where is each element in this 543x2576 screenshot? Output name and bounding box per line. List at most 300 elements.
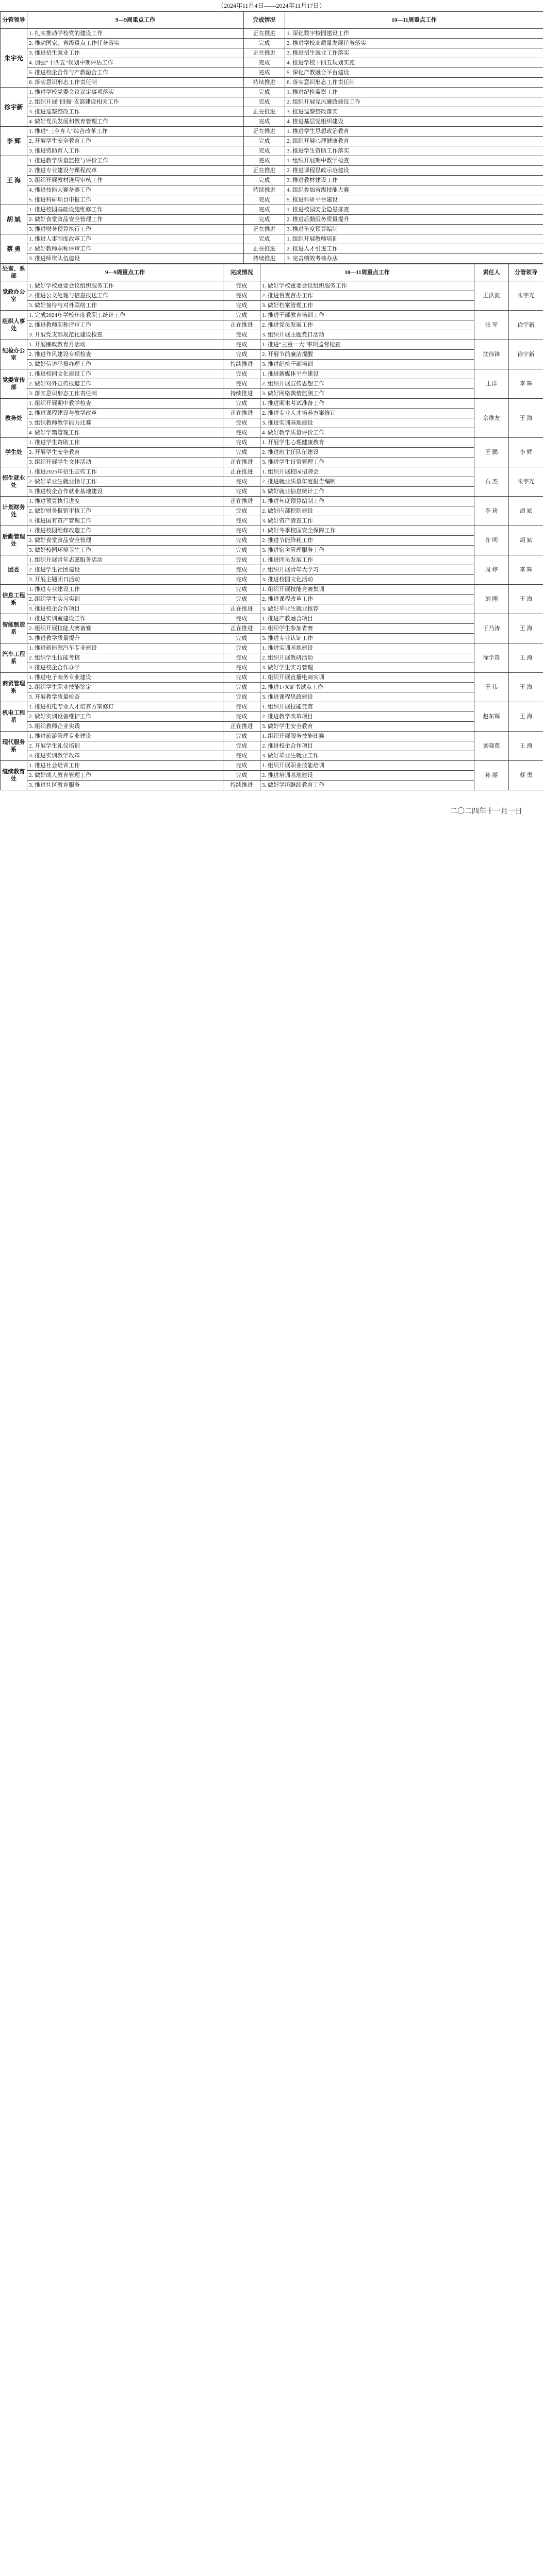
next-work-item: 1. 组织开展直播电商实训	[260, 673, 474, 683]
status-value: 完成	[223, 692, 260, 702]
next-work-item: 3. 推进实训基地建设	[260, 418, 474, 428]
next-work-item: 3. 做好学历继续教育工作	[260, 781, 474, 790]
table-row	[1, 536, 543, 546]
header-past-work: 9—9周重点工作	[27, 264, 223, 281]
header-status: 完成情况	[244, 12, 285, 29]
status-value: 完成	[223, 477, 260, 487]
status-value: 正在推进	[244, 29, 285, 39]
past-work-item: 2. 推进学生社团建设	[27, 565, 223, 575]
past-work-item: 3. 推进财务预算执行工作	[27, 225, 244, 234]
status-value: 正在推进	[223, 457, 260, 467]
status-value: 完成	[223, 741, 260, 751]
supervising-leader: 朱宇光	[509, 281, 543, 311]
header-status: 完成情况	[223, 264, 260, 281]
header-past-work: 9—9周重点工作	[27, 12, 244, 29]
responsible-person: 王 鹏	[474, 438, 509, 467]
status-value: 完成	[223, 555, 260, 565]
next-work-item: 6. 落实意识形态工作责任制	[285, 78, 543, 88]
past-work-item: 3. 做好校园环境卫生工作	[27, 546, 223, 555]
table-row	[1, 330, 543, 340]
status-value: 完成	[223, 526, 260, 536]
past-work-item: 1. 推进校园维修改造工作	[27, 526, 223, 536]
next-work-item: 1. 组织开展期中教学检查	[285, 156, 543, 166]
leader-name: 李 辉	[1, 127, 27, 156]
next-work-item: 1. 推进纪检监察工作	[285, 88, 543, 97]
past-work-item: 4. 加强“十四五”规划中期评估工作	[27, 58, 244, 68]
status-value: 完成	[223, 585, 260, 595]
next-work-item: 1. 深化数字校园建设工作	[285, 29, 543, 39]
next-work-item: 3. 组织开展主题党日活动	[260, 330, 474, 340]
past-work-item: 1. 推进校园文化建设工作	[27, 369, 223, 379]
table-row	[1, 712, 543, 722]
status-value: 完成	[223, 546, 260, 555]
table-row	[1, 643, 543, 653]
table-row	[1, 614, 543, 624]
table-row	[1, 487, 543, 497]
past-work-item: 2. 做好食堂食品安全管理工作	[27, 215, 244, 225]
unit-name: 后勤管理处	[1, 526, 27, 555]
next-work-item: 1. 推进“三重一大”事项监督检查	[260, 340, 474, 350]
past-work-item: 1. 推进2025年招生宣传工作	[27, 467, 223, 477]
past-work-item: 1. 推进社会培训工作	[27, 761, 223, 771]
table-row	[1, 585, 543, 595]
table-row	[1, 457, 543, 467]
supervising-leader: 胡 斌	[509, 497, 543, 526]
units-table-body	[1, 281, 543, 790]
next-work-item: 2. 推进后勤服务质量提升	[285, 215, 543, 225]
past-work-item: 1. 推进新能源汽车专业建设	[27, 643, 223, 653]
past-work-item: 1. 推进校园基础设施维修工作	[27, 205, 244, 215]
table-row	[1, 225, 543, 234]
status-value: 持续推进	[223, 389, 260, 399]
table-row	[1, 301, 543, 311]
responsible-person: 周 婷	[474, 555, 509, 585]
table-row	[1, 673, 543, 683]
unit-name: 纪检办公室	[1, 340, 27, 369]
status-value: 完成	[244, 58, 285, 68]
status-value: 完成	[223, 712, 260, 722]
table-row	[1, 176, 543, 185]
past-work-item: 3. 推进校企合作办学	[27, 663, 223, 673]
supervising-leader: 李 辉	[509, 555, 543, 585]
table-row	[1, 692, 543, 702]
next-work-item: 1. 组织开展服务技能比赛	[260, 732, 474, 741]
responsible-person: 于乃涛	[474, 614, 509, 643]
past-work-item: 3. 做好接待与对外联络工作	[27, 301, 223, 311]
table-row	[1, 683, 543, 692]
table-row	[1, 166, 543, 176]
leaders-table-body	[1, 29, 543, 264]
past-work-item: 2. 开展学生安全教育	[27, 448, 223, 457]
status-value: 完成	[223, 732, 260, 741]
supervising-leader: 李 辉	[509, 369, 543, 399]
next-work-item: 2. 组织开展教研活动	[260, 653, 474, 663]
past-work-item: 2. 推进作风建设专项检查	[27, 350, 223, 360]
supervising-leader: 王 海	[509, 732, 543, 761]
past-work-item: 1. 推进学生资助工作	[27, 438, 223, 448]
table-row	[1, 595, 543, 604]
header-person: 责任人	[474, 264, 509, 281]
past-work-item: 1. 组织开展期中教学检查	[27, 399, 223, 409]
status-value: 完成	[223, 575, 260, 585]
next-work-item: 2. 推进1+X证书试点工作	[260, 683, 474, 692]
table-row	[1, 244, 543, 254]
past-work-item: 2. 做好成人教育管理工作	[27, 771, 223, 781]
next-work-item: 1. 组织开展职业技能培训	[260, 761, 474, 771]
table-row	[1, 634, 543, 643]
status-value: 正在推进	[244, 107, 285, 117]
leaders-table	[0, 11, 543, 264]
past-work-item: 3. 推进校企合作项目	[27, 604, 223, 614]
status-value: 完成	[223, 516, 260, 526]
status-value: 持续推进	[244, 254, 285, 264]
past-work-item: 2. 组织学生实习实训	[27, 595, 223, 604]
status-value: 完成	[223, 301, 260, 311]
status-value: 完成	[223, 399, 260, 409]
responsible-person: 李 琦	[474, 497, 509, 526]
table-row	[1, 205, 543, 215]
table-row	[1, 389, 543, 399]
status-value: 正在推进	[223, 409, 260, 418]
past-work-item: 2. 开展学生礼仪培训	[27, 741, 223, 751]
next-work-item: 2. 组织开展党风廉政建设工作	[285, 97, 543, 107]
responsible-person: 刘晓莲	[474, 732, 509, 761]
table-row	[1, 281, 543, 291]
unit-name: 学生处	[1, 438, 27, 467]
supervising-leader: 王 海	[509, 585, 543, 614]
table-row	[1, 156, 543, 166]
next-work-item: 2. 组织开展心理健康教育	[285, 137, 543, 146]
table-row	[1, 48, 543, 58]
past-work-item: 2. 做好毕业生就业指导工作	[27, 477, 223, 487]
past-work-item: 1. 做好学校重要会议组织服务工作	[27, 281, 223, 291]
status-value: 完成	[223, 595, 260, 604]
past-work-item: 3. 组织开展学生文体活动	[27, 457, 223, 467]
past-work-item: 2. 做好教师职称评审工作	[27, 244, 244, 254]
past-work-item: 3. 组织开展教材选用审核工作	[27, 176, 244, 185]
unit-name: 党政办公室	[1, 281, 27, 311]
table-row	[1, 399, 543, 409]
status-value: 正在推进	[223, 624, 260, 634]
status-value: 正在推进	[244, 48, 285, 58]
past-work-item: 3. 推进巡察整改工作	[27, 107, 244, 117]
next-work-item: 2. 推进学校高质量发展任务落实	[285, 39, 543, 48]
status-value: 完成	[223, 291, 260, 301]
next-work-item: 1. 推进期末考试准备工作	[260, 399, 474, 409]
unit-name: 智能制造系	[1, 614, 27, 643]
next-work-item: 3. 推进教材建设工作	[285, 176, 543, 185]
table-row	[1, 340, 543, 350]
status-value: 完成	[244, 146, 285, 156]
table-row	[1, 506, 543, 516]
table-row	[1, 58, 543, 68]
status-value: 正在推进	[223, 467, 260, 477]
past-work-item: 2. 推进课程建设与教学改革	[27, 409, 223, 418]
next-work-item: 2. 推进人才引进工作	[285, 244, 543, 254]
status-value: 完成	[223, 663, 260, 673]
status-value: 完成	[223, 643, 260, 653]
next-work-item: 2. 推进节能降耗工作	[260, 536, 474, 546]
status-value: 正在推进	[244, 244, 285, 254]
past-work-item: 1. 推进预算执行进度	[27, 497, 223, 506]
table-row	[1, 516, 543, 526]
past-work-item: 3. 推进社区教育服务	[27, 781, 223, 790]
units-table	[0, 264, 543, 790]
status-value: 持续推进	[223, 781, 260, 790]
next-work-item: 3. 推进巡察整改落实	[285, 107, 543, 117]
next-work-item: 2. 推进党员发展工作	[260, 320, 474, 330]
table-row	[1, 741, 543, 751]
past-work-item: 3. 组织教师企业实践	[27, 722, 223, 732]
past-work-item: 4. 推进技能大赛备赛工作	[27, 185, 244, 195]
status-value: 持续推进	[244, 78, 285, 88]
past-work-item: 1. 扎实推动学校党的建设工作	[27, 29, 244, 39]
past-work-item: 3. 做好信访举报办理工作	[27, 360, 223, 369]
status-value: 完成	[223, 634, 260, 643]
past-work-item: 1. 推进旅游管理专业建设	[27, 732, 223, 741]
supervising-leader: 徐宇新	[509, 340, 543, 369]
table-row	[1, 215, 543, 225]
leader-name: 王 海	[1, 156, 27, 205]
past-work-item: 1. 完成2024年学校年度教职工统计工作	[27, 311, 223, 320]
status-value: 完成	[223, 683, 260, 692]
responsible-person: 王洪波	[474, 281, 509, 311]
table-row	[1, 68, 543, 78]
table-row	[1, 409, 543, 418]
unit-name: 教务处	[1, 399, 27, 438]
leader-name: 徐宇新	[1, 88, 27, 127]
next-work-item: 3. 推进专业认证工作	[260, 634, 474, 643]
table-row	[1, 107, 543, 117]
past-work-item: 3. 开展主题团日活动	[27, 575, 223, 585]
status-value: 完成	[244, 176, 285, 185]
status-value: 完成	[244, 156, 285, 166]
next-work-item: 1. 开展学生心理健康教育	[260, 438, 474, 448]
table-row	[1, 29, 543, 39]
table-row	[1, 575, 543, 585]
table-row	[1, 438, 543, 448]
table-row	[1, 418, 543, 428]
table-row	[1, 732, 543, 741]
next-work-item: 4. 组织参加省级技能大赛	[285, 185, 543, 195]
status-value: 完成	[223, 702, 260, 712]
table-row	[1, 565, 543, 575]
table-row	[1, 350, 543, 360]
past-work-item: 3. 推进国有资产管理工作	[27, 516, 223, 526]
next-work-item: 2. 推进班主任队伍建设	[260, 448, 474, 457]
status-value: 完成	[223, 487, 260, 497]
next-work-item: 3. 做好资产清查工作	[260, 516, 474, 526]
past-work-item: 2. 开展学生安全教育工作	[27, 137, 244, 146]
next-work-item: 3. 推进宿舍管理服务工作	[260, 546, 474, 555]
table-row	[1, 127, 543, 137]
table-row	[1, 195, 543, 205]
status-value: 完成	[244, 215, 285, 225]
next-work-item: 3. 推进学生日常管理工作	[260, 457, 474, 467]
next-work-item: 3. 完善绩效考核办法	[285, 254, 543, 264]
past-work-item: 2. 做好食堂食品安全管理	[27, 536, 223, 546]
supervising-leader: 王 海	[509, 399, 543, 438]
supervising-leader: 王 海	[509, 643, 543, 673]
past-work-item: 3. 推进教学质量提升	[27, 634, 223, 643]
next-work-item: 3. 推进课程思政建设	[260, 692, 474, 702]
responsible-person: 王 伟	[474, 673, 509, 702]
next-work-item: 3. 做好学生安全教育	[260, 722, 474, 732]
responsible-person: 赵东辉	[474, 702, 509, 732]
past-work-item: 2. 做好对外宣传报道工作	[27, 379, 223, 389]
past-work-item: 2. 组织学生技能考核	[27, 653, 223, 663]
header-next-work: 10—11周重点工作	[285, 12, 543, 29]
status-value: 完成	[244, 39, 285, 48]
past-work-item: 1. 推进教学质量监控与评价工作	[27, 156, 244, 166]
past-work-item: 1. 推进实训室建设工作	[27, 614, 223, 624]
table-row	[1, 291, 543, 301]
status-value: 正在推进	[223, 604, 260, 614]
table-row	[1, 88, 543, 97]
table-row	[1, 624, 543, 634]
past-work-item: 1. 推进“三全育人”综合改革工作	[27, 127, 244, 137]
table-row	[1, 663, 543, 673]
responsible-person: 刘 刚	[474, 585, 509, 614]
unit-name: 组织人事处	[1, 311, 27, 340]
status-value: 完成	[223, 673, 260, 683]
table-row	[1, 428, 543, 438]
next-work-item: 1. 做好冬季校园安全保障工作	[260, 526, 474, 536]
unit-name: 机电工程系	[1, 702, 27, 732]
status-value: 完成	[223, 428, 260, 438]
document-page	[0, 0, 543, 826]
past-work-item: 2. 做好财务报销审核工作	[27, 506, 223, 516]
past-work-item: 2. 推进教师职称评审工作	[27, 320, 223, 330]
responsible-person: 孙 丽	[474, 761, 509, 790]
status-value: 完成	[223, 614, 260, 624]
next-work-item: 3. 做好档案管理工作	[260, 301, 474, 311]
past-work-item: 1. 开展廉政教育月活动	[27, 340, 223, 350]
past-work-item: 2. 组织开展技能大赛备赛	[27, 624, 223, 634]
next-work-item: 1. 组织开展教师培训	[285, 234, 543, 244]
status-value: 完成	[223, 438, 260, 448]
header-next-work: 10—11周重点工作	[260, 264, 474, 281]
status-value: 持续推进	[244, 185, 285, 195]
next-work-item: 2. 推进培训基地建设	[260, 771, 474, 781]
past-work-item: 2. 做好实训设备维护工作	[27, 712, 223, 722]
next-work-item: 1. 做好学校重要会议组织服务工作	[260, 281, 474, 291]
unit-name: 商贸管理系	[1, 673, 27, 702]
past-work-item: 1. 推进学校党委会议议定事项落实	[27, 88, 244, 97]
next-work-item: 3. 推进学生资助工作落实	[285, 146, 543, 156]
next-work-item: 2. 组织学生参加省赛	[260, 624, 474, 634]
next-work-item: 2. 推进课程思政示范建设	[285, 166, 543, 176]
past-work-item: 1. 推进人事制度改革工作	[27, 234, 244, 244]
table-row	[1, 604, 543, 614]
past-work-item: 2. 组织开展“四强”支部建设相关工作	[27, 97, 244, 107]
table-row	[1, 546, 543, 555]
supervising-leader: 王 海	[509, 614, 543, 643]
next-work-item: 2. 推进教学改革项目	[260, 712, 474, 722]
next-work-item: 5. 推进科研平台建设	[285, 195, 543, 205]
supervising-leader: 徐宇新	[509, 311, 543, 340]
responsible-person: 张 军	[474, 311, 509, 340]
status-value: 完成	[223, 761, 260, 771]
next-work-item: 3. 做好网络舆情监测工作	[260, 389, 474, 399]
leaders-table-header	[1, 12, 543, 29]
past-work-item: 3. 落实意识形态工作责任制	[27, 389, 223, 399]
responsible-person: 余维友	[474, 399, 509, 438]
past-work-item: 3. 推进招生就业工作	[27, 48, 244, 58]
table-row	[1, 526, 543, 536]
responsible-person: 徐学贵	[474, 643, 509, 673]
next-work-item: 2. 组织开展青年大学习	[260, 565, 474, 575]
table-row	[1, 78, 543, 88]
past-work-item: 1. 推进专业建设工作	[27, 585, 223, 595]
table-row	[1, 477, 543, 487]
next-work-item: 3. 做好就业信息统计工作	[260, 487, 474, 497]
past-work-item: 2. 组织学生职业技能鉴定	[27, 683, 223, 692]
status-value: 完成	[223, 565, 260, 575]
past-work-item: 2. 推动国家、省级重点工作任务落实	[27, 39, 244, 48]
next-work-item: 2. 做好内部控制建设	[260, 506, 474, 516]
supervising-leader: 李 辉	[509, 438, 543, 467]
status-value: 完成	[244, 195, 285, 205]
unit-name: 汽车工程系	[1, 643, 27, 673]
period-caption: （2024年11月4日——2024年11月17日）	[217, 2, 326, 9]
status-value: 完成	[223, 448, 260, 457]
next-work-item: 2. 推进督查督办工作	[260, 291, 474, 301]
next-work-item: 5. 深化产教融合平台建设	[285, 68, 543, 78]
unit-name: 党委宣传部	[1, 369, 27, 399]
next-work-item: 3. 推进招生就业工作落实	[285, 48, 543, 58]
table-row	[1, 751, 543, 761]
responsible-person: 石 杰	[474, 467, 509, 497]
next-work-item: 2. 推进就业质量年度报告编制	[260, 477, 474, 487]
past-work-item: 3. 推进校企合作就业基地建设	[27, 487, 223, 497]
unit-name: 计划财务处	[1, 497, 27, 526]
next-work-item: 4. 推进基层党组织建设	[285, 117, 543, 127]
next-work-item: 1. 推进校园安全隐患排查	[285, 205, 543, 215]
table-row	[1, 137, 543, 146]
status-value: 正在推进	[244, 127, 285, 137]
status-value: 正在推进	[223, 320, 260, 330]
table-row	[1, 39, 543, 48]
supervising-leader: 王 海	[509, 702, 543, 732]
leader-name: 胡 斌	[1, 205, 27, 234]
status-value: 正在推进	[223, 722, 260, 732]
next-work-item: 2. 推进课程改革工作	[260, 595, 474, 604]
next-work-item: 3. 做好学生实习管理	[260, 663, 474, 673]
past-work-item: 5. 推进科研项目申报工作	[27, 195, 244, 205]
status-value: 正在推进	[223, 497, 260, 506]
past-work-item: 1. 推进电子商务专业建设	[27, 673, 223, 683]
next-work-item: 1. 推进产教融合项目	[260, 614, 474, 624]
next-work-item: 2. 推进专业人才培养方案修订	[260, 409, 474, 418]
status-value: 完成	[223, 281, 260, 291]
past-work-item: 4. 做好学籍管理工作	[27, 428, 223, 438]
table-row	[1, 97, 543, 107]
status-value: 完成	[223, 379, 260, 389]
table-row	[1, 379, 543, 389]
past-work-item: 6. 落实意识形态工作责任制	[27, 78, 244, 88]
past-work-item: 4. 做好党员发展和教育管理工作	[27, 117, 244, 127]
table-row	[1, 781, 543, 790]
status-value: 完成	[223, 311, 260, 320]
past-work-item: 3. 开展党支部规范化建设检查	[27, 330, 223, 340]
next-work-item: 1. 推进新媒体平台建设	[260, 369, 474, 379]
status-value: 完成	[244, 68, 285, 78]
next-work-item: 4. 推进学校十四五规划实施	[285, 58, 543, 68]
status-value: 正在推进	[244, 166, 285, 176]
table-row	[1, 771, 543, 781]
next-work-item: 1. 推进干部教育培训工作	[260, 311, 474, 320]
